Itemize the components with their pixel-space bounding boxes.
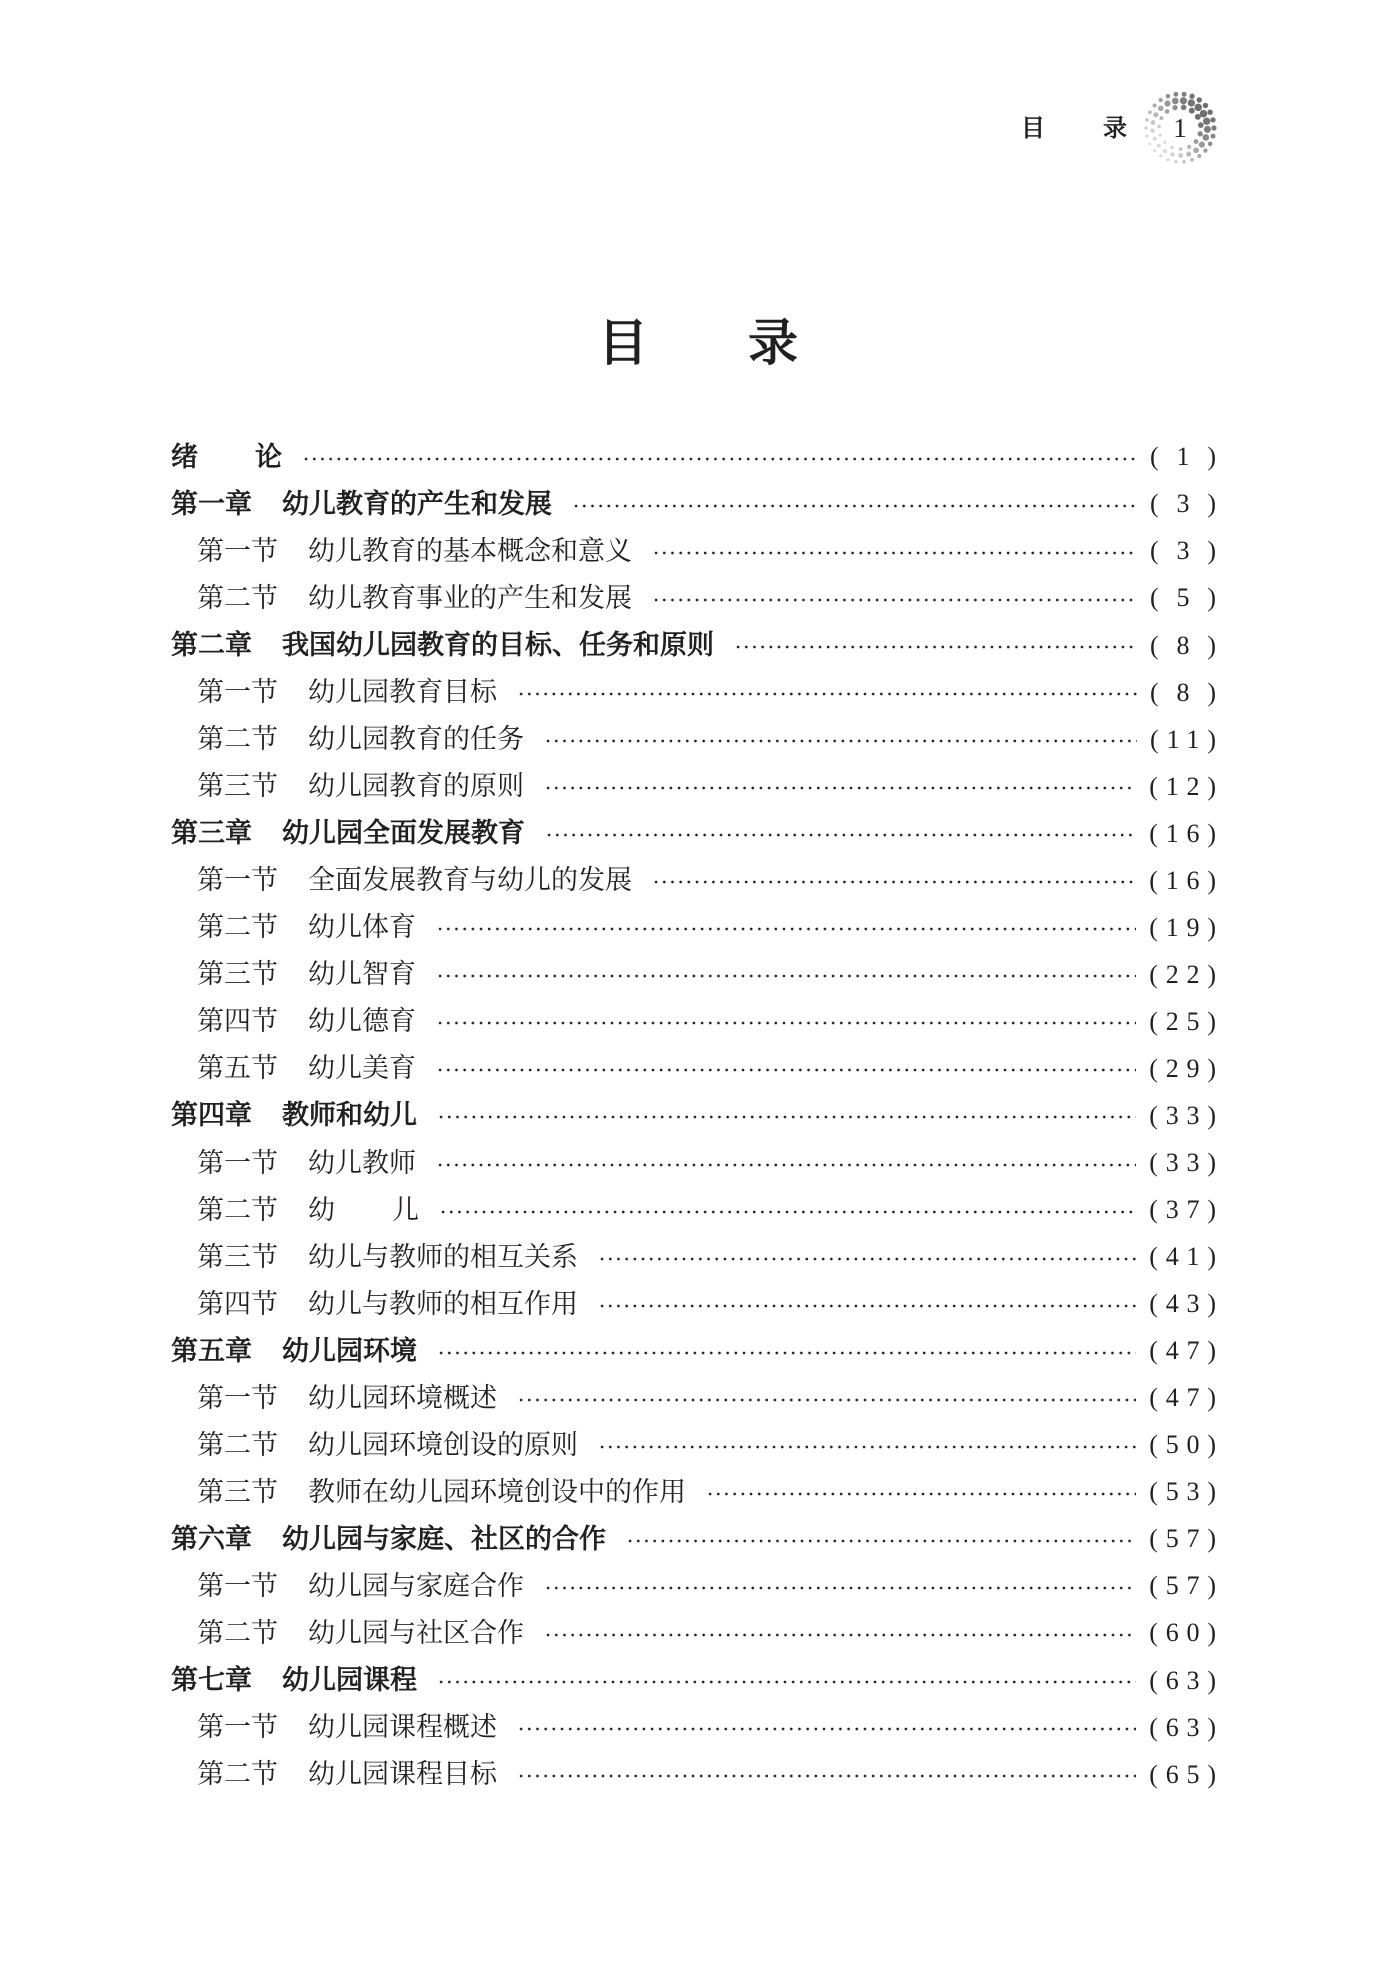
toc-page-number: 33: [1165, 1148, 1208, 1178]
toc-entry-title: 我国幼儿园教育的目标、任务和原则: [282, 630, 714, 661]
toc-page-close-paren: ): [1207, 1618, 1216, 1648]
toc-entry-label: 第一节: [197, 1147, 278, 1179]
toc-page-close-paren: ): [1207, 1100, 1216, 1130]
toc-page-ref: [1149, 1100, 1216, 1130]
toc-entry-title: 幼儿美育: [308, 1053, 416, 1085]
toc-page-close-paren: ): [1207, 1524, 1216, 1554]
toc-page-open-paren: (: [1150, 442, 1159, 472]
toc-page-ref: [1150, 491, 1216, 517]
toc-page-close-paren: ): [1207, 1195, 1216, 1225]
toc-page-number: 16: [1165, 818, 1208, 848]
toc-page-number: 57: [1165, 1571, 1208, 1601]
toc-entry-label: 第三节: [197, 959, 278, 991]
toc-entry-label: 第一节: [197, 535, 278, 567]
toc-page-close-paren: ): [1207, 1712, 1216, 1742]
toc-page-open-paren: (: [1150, 724, 1159, 754]
toc-entry-title: 幼儿园课程目标: [308, 1759, 497, 1791]
toc-entry-label: 绪 论: [171, 441, 282, 473]
toc-dot-leader: [439, 1209, 1136, 1215]
toc-entry-title: 幼儿园环境创设的原则: [308, 1429, 578, 1461]
toc-entry-label: 第六章: [171, 1523, 252, 1555]
toc-page-number: 63: [1165, 1712, 1208, 1742]
toc-section-entry: [171, 669, 1216, 716]
toc-entry-label: 第一节: [197, 1570, 278, 1602]
toc-page-ref: [1149, 1006, 1216, 1036]
toc-section-entry: [171, 1563, 1216, 1610]
toc-page-open-paren: (: [1149, 1336, 1158, 1366]
toc-dot-leader: [517, 691, 1137, 697]
toc-dot-leader: [437, 1350, 1136, 1356]
toc-page-open-paren: (: [1150, 583, 1159, 613]
toc-entry-label: 第一节: [197, 865, 278, 897]
toc-page-number: 8: [1176, 630, 1198, 660]
toc-page-ref: [1150, 724, 1216, 754]
toc-page-open-paren: (: [1149, 865, 1158, 895]
toc-entry-title: 教师和幼儿: [282, 1100, 417, 1132]
toc-entry-label: 第二节: [197, 912, 278, 944]
toc-page-close-paren: ): [1207, 865, 1216, 895]
toc-entry-title: 幼儿园环境: [282, 1335, 417, 1367]
toc-dot-leader: [598, 1444, 1136, 1450]
toc-dot-leader: [437, 1114, 1136, 1120]
toc-page-number: 3: [1176, 536, 1198, 566]
toc-page-ref: [1150, 677, 1216, 707]
toc-page-open-paren: (: [1149, 959, 1158, 989]
toc-dot-leader: [544, 738, 1137, 744]
toc-chapter-entry: [171, 810, 1216, 857]
toc-page-open-paren: (: [1149, 1477, 1158, 1507]
toc-page-number: 12: [1165, 771, 1208, 801]
toc-page-ref: [1149, 1759, 1216, 1789]
toc-dot-leader: [734, 644, 1137, 650]
toc-page-close-paren: ): [1207, 1148, 1216, 1178]
toc-page-ref: [1149, 1620, 1216, 1646]
toc-page-ref: [1149, 1338, 1216, 1364]
toc-dot-leader: [544, 785, 1136, 791]
toc-page-ref: [1149, 1385, 1216, 1411]
page-number-badge: [1141, 89, 1219, 167]
toc-entry-title: 幼 儿: [308, 1194, 419, 1226]
toc-entry-label: 第五章: [171, 1335, 252, 1367]
toc-page-number: 33: [1165, 1100, 1208, 1130]
toc-entry-title: 幼儿智育: [308, 959, 416, 991]
toc-section-entry: [171, 528, 1216, 575]
toc-dot-leader: [652, 597, 1137, 603]
toc-page-close-paren: ): [1207, 630, 1216, 660]
toc-entry-label: 第一节: [197, 1712, 278, 1744]
toc-dot-leader: [302, 456, 1137, 462]
toc-entry-title: 幼儿园全面发展教育: [282, 818, 525, 850]
toc-page-number: 50: [1165, 1430, 1208, 1460]
toc-page-number: 5: [1176, 583, 1198, 613]
toc-entry-label: 第三节: [197, 1241, 278, 1273]
toc-entry-title: 幼儿德育: [308, 1006, 416, 1038]
toc-page-open-paren: (: [1150, 489, 1159, 519]
toc-chapter-entry: [171, 1657, 1216, 1704]
toc-section-entry: [171, 1469, 1216, 1516]
toc-page-number: 3: [1176, 489, 1198, 519]
toc-entry-title: 幼儿园与家庭合作: [308, 1570, 524, 1602]
toc-page-open-paren: (: [1149, 1571, 1158, 1601]
toc-page-close-paren: ): [1207, 442, 1216, 472]
toc-entry-title: 幼儿园教育目标: [308, 677, 497, 709]
toc-section-entry: [171, 763, 1216, 810]
toc-page-open-paren: (: [1149, 1053, 1158, 1083]
toc-page-open-paren: (: [1149, 1430, 1158, 1460]
toc-entry-label: 第三章: [171, 818, 252, 850]
toc-entry-label: 第五节: [197, 1053, 278, 1085]
toc-page-number: 8: [1176, 677, 1198, 707]
toc-entry-title: 幼儿园教育的任务: [308, 724, 524, 756]
toc-page-open-paren: (: [1149, 1524, 1158, 1554]
toc-page-open-paren: (: [1149, 912, 1158, 942]
toc-dot-leader: [436, 1020, 1136, 1026]
toc-entry-label: 第四节: [197, 1288, 278, 1320]
toc-page-number: 60: [1165, 1618, 1208, 1648]
toc-section-entry: [171, 1281, 1216, 1328]
toc-chapter-entry: [171, 1516, 1216, 1563]
toc-page-ref: [1150, 585, 1216, 611]
toc-page-close-paren: ): [1207, 959, 1216, 989]
toc-page-ref: [1149, 1150, 1216, 1176]
toc-entry-title: 幼儿与教师的相互作用: [308, 1288, 578, 1320]
toc-page-ref: [1149, 818, 1216, 848]
toc-dot-leader: [544, 1585, 1136, 1591]
page-title: 目 录: [598, 314, 798, 372]
toc-page-close-paren: ): [1207, 1289, 1216, 1319]
toc-entry-title: 幼儿教育的产生和发展: [282, 488, 552, 520]
toc-page-ref: [1149, 1291, 1216, 1317]
toc-page-close-paren: ): [1207, 818, 1216, 848]
toc-page-open-paren: (: [1149, 1618, 1158, 1648]
toc-entry-title: 幼儿园环境概述: [308, 1382, 497, 1414]
toc-entry-label: 第一节: [197, 1382, 278, 1414]
toc-dot-leader: [437, 1679, 1136, 1685]
toc-page-ref: [1149, 912, 1216, 942]
toc-page-close-paren: ): [1207, 1571, 1216, 1601]
toc-dot-leader: [544, 1632, 1136, 1638]
toc-entry-label: 第二节: [197, 1759, 278, 1791]
toc-section-entry: [171, 716, 1216, 763]
toc-entry-label: 第二节: [197, 1617, 278, 1649]
toc-page-ref: [1150, 538, 1216, 564]
toc-page-open-paren: (: [1149, 1242, 1158, 1272]
toc-page-close-paren: ): [1207, 489, 1216, 519]
toc-page-ref: [1149, 959, 1216, 989]
toc-page-ref: [1150, 444, 1216, 470]
toc-entry-label: 第四节: [197, 1006, 278, 1038]
toc-dot-leader: [436, 1067, 1136, 1073]
toc-page-number: 19: [1165, 912, 1208, 942]
toc-page-close-paren: ): [1207, 1006, 1216, 1036]
toc-section-entry: [171, 1704, 1216, 1751]
toc-page-close-paren: ): [1207, 1336, 1216, 1366]
toc-dot-leader: [436, 973, 1136, 979]
toc-section-entry: [171, 1610, 1216, 1657]
toc-dot-leader: [436, 926, 1136, 932]
toc-section-entry: [171, 998, 1216, 1045]
toc-entry-title: 幼儿教育的基本概念和意义: [308, 535, 632, 567]
toc-page-ref: [1149, 1244, 1216, 1270]
running-header-title: 目 录: [1021, 114, 1127, 142]
toc-chapter-entry: [171, 434, 1216, 481]
toc-page-ref: [1149, 1053, 1216, 1083]
toc-entry-label: 第三节: [197, 1476, 278, 1508]
toc-section-entry: [171, 904, 1216, 951]
toc-page-close-paren: ): [1207, 912, 1216, 942]
toc-page-open-paren: (: [1149, 1665, 1158, 1695]
toc-page-open-paren: (: [1149, 1759, 1158, 1789]
toc-page-open-paren: (: [1150, 677, 1159, 707]
toc-entry-label: 第一节: [197, 677, 278, 709]
toc-entry-title: 幼儿园与社区合作: [308, 1617, 524, 1649]
toc-entry-title: 幼儿园课程概述: [308, 1712, 497, 1744]
toc-page-close-paren: ): [1207, 724, 1216, 754]
toc-dot-leader: [436, 1162, 1136, 1168]
toc-page-ref: [1149, 771, 1216, 801]
toc-page-close-paren: ): [1207, 1383, 1216, 1413]
toc-entry-title: 教师在幼儿园环境创设中的作用: [308, 1476, 686, 1508]
toc-section-entry: [171, 951, 1216, 998]
toc-dot-leader: [517, 1773, 1136, 1779]
toc-section-entry: [171, 1045, 1216, 1092]
toc-page-ref: [1149, 1526, 1216, 1552]
toc-entry-title: 幼儿教师: [308, 1147, 416, 1179]
toc-page-close-paren: ): [1207, 1477, 1216, 1507]
toc-dot-leader: [598, 1303, 1136, 1309]
toc-entry-title: 幼儿园课程: [282, 1665, 417, 1697]
toc-dot-leader: [545, 832, 1136, 838]
toc-entry-title: 幼儿园与家庭、社区的合作: [282, 1523, 606, 1555]
toc-page-open-paren: (: [1150, 536, 1159, 566]
toc-page-close-paren: ): [1207, 677, 1216, 707]
toc-page-open-paren: (: [1149, 818, 1158, 848]
header-page-number: 1: [1173, 112, 1187, 143]
toc-page-ref: [1149, 1665, 1216, 1695]
toc-dot-leader: [598, 1256, 1136, 1262]
toc-page-open-paren: (: [1149, 771, 1158, 801]
toc-entry-title: 全面发展教育与幼儿的发展: [308, 865, 632, 897]
toc-section-entry: [171, 575, 1216, 622]
toc-dot-leader: [626, 1538, 1136, 1544]
toc-page-open-paren: (: [1149, 1195, 1158, 1225]
toc-page-number: 53: [1165, 1477, 1208, 1507]
toc-entry-label: 第三节: [197, 771, 278, 803]
toc-chapter-entry: [171, 1328, 1216, 1375]
toc-entry-label: 第一章: [171, 488, 252, 520]
toc-page-number: 43: [1165, 1289, 1208, 1319]
toc-page-open-paren: (: [1149, 1289, 1158, 1319]
toc-page-close-paren: ): [1207, 1759, 1216, 1789]
toc-entry-label: 第二节: [197, 582, 278, 614]
toc-page-close-paren: ): [1207, 1242, 1216, 1272]
toc-page-open-paren: (: [1149, 1148, 1158, 1178]
toc-section-entry: [171, 857, 1216, 904]
toc-page-ref: [1149, 1712, 1216, 1742]
toc-chapter-entry: [171, 481, 1216, 528]
toc-chapter-entry: [171, 1092, 1216, 1139]
toc-page-open-paren: (: [1149, 1006, 1158, 1036]
toc-entry-title: 幼儿体育: [308, 912, 416, 944]
toc-page-open-paren: (: [1150, 630, 1159, 660]
toc-page-close-paren: ): [1207, 583, 1216, 613]
toc-page-number: 47: [1165, 1336, 1208, 1366]
toc-page-number: 37: [1165, 1195, 1208, 1225]
table-of-contents: [171, 434, 1216, 1798]
toc-section-entry: [171, 1234, 1216, 1281]
toc-page-number: 65: [1165, 1759, 1208, 1789]
toc-entry-label: 第二章: [171, 630, 252, 661]
toc-page-number: 29: [1165, 1053, 1208, 1083]
toc-page-ref: [1149, 865, 1216, 895]
toc-page-open-paren: (: [1149, 1383, 1158, 1413]
toc-entry-title: 幼儿园教育的原则: [308, 771, 524, 803]
toc-page-close-paren: ): [1207, 536, 1216, 566]
toc-entry-title: 幼儿与教师的相互关系: [308, 1241, 578, 1273]
toc-page-close-paren: ): [1207, 1053, 1216, 1083]
toc-page-ref: [1149, 1197, 1216, 1223]
toc-entry-label: 第二节: [197, 724, 278, 756]
toc-dot-leader: [706, 1491, 1136, 1497]
toc-dot-leader: [572, 503, 1137, 509]
toc-page-number: 63: [1165, 1665, 1208, 1695]
toc-entry-label: 第二节: [197, 1194, 278, 1226]
toc-page-number: 47: [1165, 1383, 1208, 1413]
toc-chapter-entry: [171, 622, 1216, 669]
toc-page-close-paren: ): [1207, 771, 1216, 801]
toc-page-close-paren: ): [1207, 1665, 1216, 1695]
toc-page-ref: [1149, 1573, 1216, 1599]
toc-page-ref: [1149, 1432, 1216, 1458]
toc-dot-leader: [517, 1726, 1136, 1732]
toc-entry-title: 幼儿教育事业的产生和发展: [308, 582, 632, 614]
toc-section-entry: [171, 1187, 1216, 1234]
toc-page-ref: [1150, 630, 1216, 660]
toc-page-number: 11: [1166, 724, 1208, 754]
toc-dot-leader: [517, 1397, 1136, 1403]
toc-dot-leader: [652, 550, 1137, 556]
toc-section-entry: [171, 1751, 1216, 1798]
toc-page-number: 22: [1165, 959, 1208, 989]
toc-page-ref: [1149, 1479, 1216, 1505]
toc-entry-label: 第二节: [197, 1429, 278, 1461]
toc-page-number: 1: [1176, 442, 1198, 472]
toc-page-number: 16: [1165, 865, 1208, 895]
toc-section-entry: [171, 1422, 1216, 1469]
toc-page-close-paren: ): [1207, 1430, 1216, 1460]
toc-section-entry: [171, 1375, 1216, 1422]
toc-page-number: 41: [1165, 1242, 1208, 1272]
toc-dot-leader: [652, 879, 1136, 885]
toc-page-number: 25: [1165, 1006, 1208, 1036]
toc-page-number: 57: [1165, 1524, 1208, 1554]
toc-page-open-paren: (: [1149, 1712, 1158, 1742]
toc-page-open-paren: (: [1149, 1100, 1158, 1130]
toc-entry-label: 第四章: [171, 1100, 252, 1132]
toc-section-entry: [171, 1140, 1216, 1187]
toc-entry-label: 第七章: [171, 1665, 252, 1697]
